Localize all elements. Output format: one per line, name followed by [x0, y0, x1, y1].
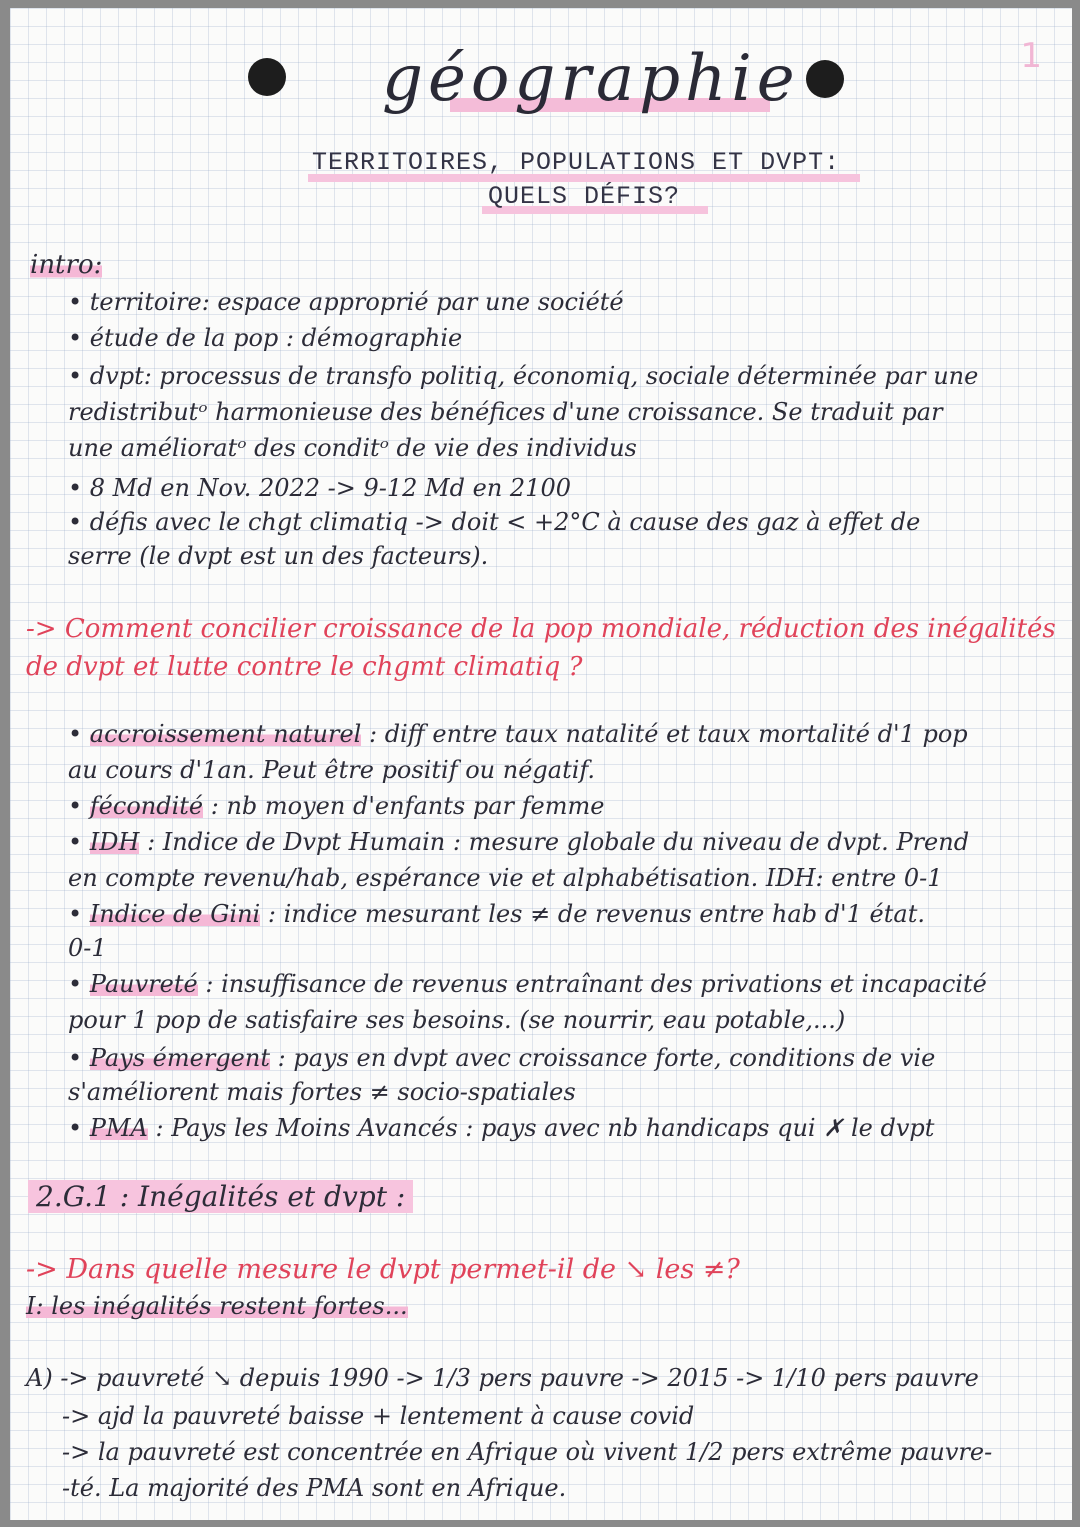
question-line-1: -> Comment concilier croissance de la pop mondiale, réduction des inégalités — [26, 614, 1056, 644]
subtitle-line-2: QUELS DÉFIS? — [488, 182, 681, 211]
definition-term: IDH — [89, 828, 140, 856]
definition-term: Indice de Gini — [89, 900, 261, 928]
definition-term: fécondité — [89, 792, 204, 820]
section-question: -> Dans quelle mesure le dvpt permet-il de ↘ les ≠? — [26, 1254, 740, 1285]
definition-term: Pays émergent — [89, 1044, 270, 1072]
notebook-page — [10, 8, 1072, 1520]
intro-line: une amélioratᵒ des conditᵒ de vie des individus — [68, 434, 637, 462]
part-a-line: A) -> pauvreté ↘ depuis 1990 -> 1/3 pers pauvre -> 2015 -> 1/10 pers pauvre — [26, 1364, 979, 1392]
intro-line: • dvpt: processus de transfo politiq, économiq, sociale déterminée par une — [68, 362, 979, 390]
intro-line: redistributᵒ harmonieuse des bénéfices d'une croissance. Se traduit par — [68, 398, 943, 426]
section-answer: I: les inégalités restent fortes... — [26, 1292, 408, 1320]
definition-line: pour 1 pop de satisfaire ses besoins. (se nourrir, eau potable,...) — [68, 1006, 846, 1034]
intro-line: • défis avec le chgt climatiq -> doit < +2°C à cause des gaz à effet de — [68, 508, 921, 536]
definition-line: • PMA : Pays les Moins Avancés : pays avec nb handicaps qui ✗ le dvpt — [68, 1114, 935, 1142]
page-title: géographie — [382, 42, 800, 116]
page-number: 1 — [1020, 36, 1042, 76]
definition-term: Pauvreté — [89, 970, 198, 998]
section-heading: 2.G.1 : Inégalités et dvpt : — [28, 1180, 413, 1213]
definition-line: s'améliorent mais fortes ≠ socio-spatiales — [68, 1078, 576, 1106]
intro-line: serre (le dvpt est un des facteurs). — [68, 542, 489, 570]
binder-hole-left — [248, 58, 286, 96]
part-a-line: -té. La majorité des PMA sont en Afrique. — [62, 1474, 567, 1502]
subtitle-line-1: TERRITOIRES, POPULATIONS ET DVPT: — [312, 148, 841, 177]
definition-line: • accroissement naturel : diff entre taux natalité et taux mortalité d'1 pop — [68, 720, 968, 748]
definition-term: PMA — [89, 1114, 148, 1142]
question-line-2: de dvpt et lutte contre le chgmt climatiq ? — [26, 652, 583, 682]
definition-line: • IDH : Indice de Dvpt Humain : mesure globale du niveau de dvpt. Prend — [68, 828, 970, 856]
intro-line: • 8 Md en Nov. 2022 -> 9-12 Md en 2100 — [68, 474, 571, 502]
part-a-line: -> ajd la pauvreté baisse + lentement à cause covid — [62, 1402, 695, 1430]
definition-line: au cours d'1an. Peut être positif ou négatif. — [68, 756, 596, 784]
definition-term: accroissement naturel — [89, 720, 362, 748]
definition-line: en compte revenu/hab, espérance vie et alphabétisation. IDH: entre 0-1 — [68, 864, 943, 892]
definition-line: • fécondité : nb moyen d'enfants par femme — [68, 792, 605, 820]
intro-label: intro: — [30, 250, 103, 280]
definition-line: • Indice de Gini : indice mesurant les ≠ de revenus entre hab d'1 état. — [68, 900, 925, 928]
part-a-line: -> la pauvreté est concentrée en Afrique où vivent 1/2 pers extrême pauvre- — [62, 1438, 993, 1466]
definition-line: 0-1 — [68, 934, 107, 962]
binder-hole-right — [806, 60, 844, 98]
intro-line: • territoire: espace approprié par une société — [68, 288, 624, 316]
intro-line: • étude de la pop : démographie — [68, 324, 463, 352]
definition-line: • Pays émergent : pays en dvpt avec croissance forte, conditions de vie — [68, 1044, 936, 1072]
definition-line: • Pauvreté : insuffisance de revenus entraînant des privations et incapacité — [68, 970, 987, 998]
